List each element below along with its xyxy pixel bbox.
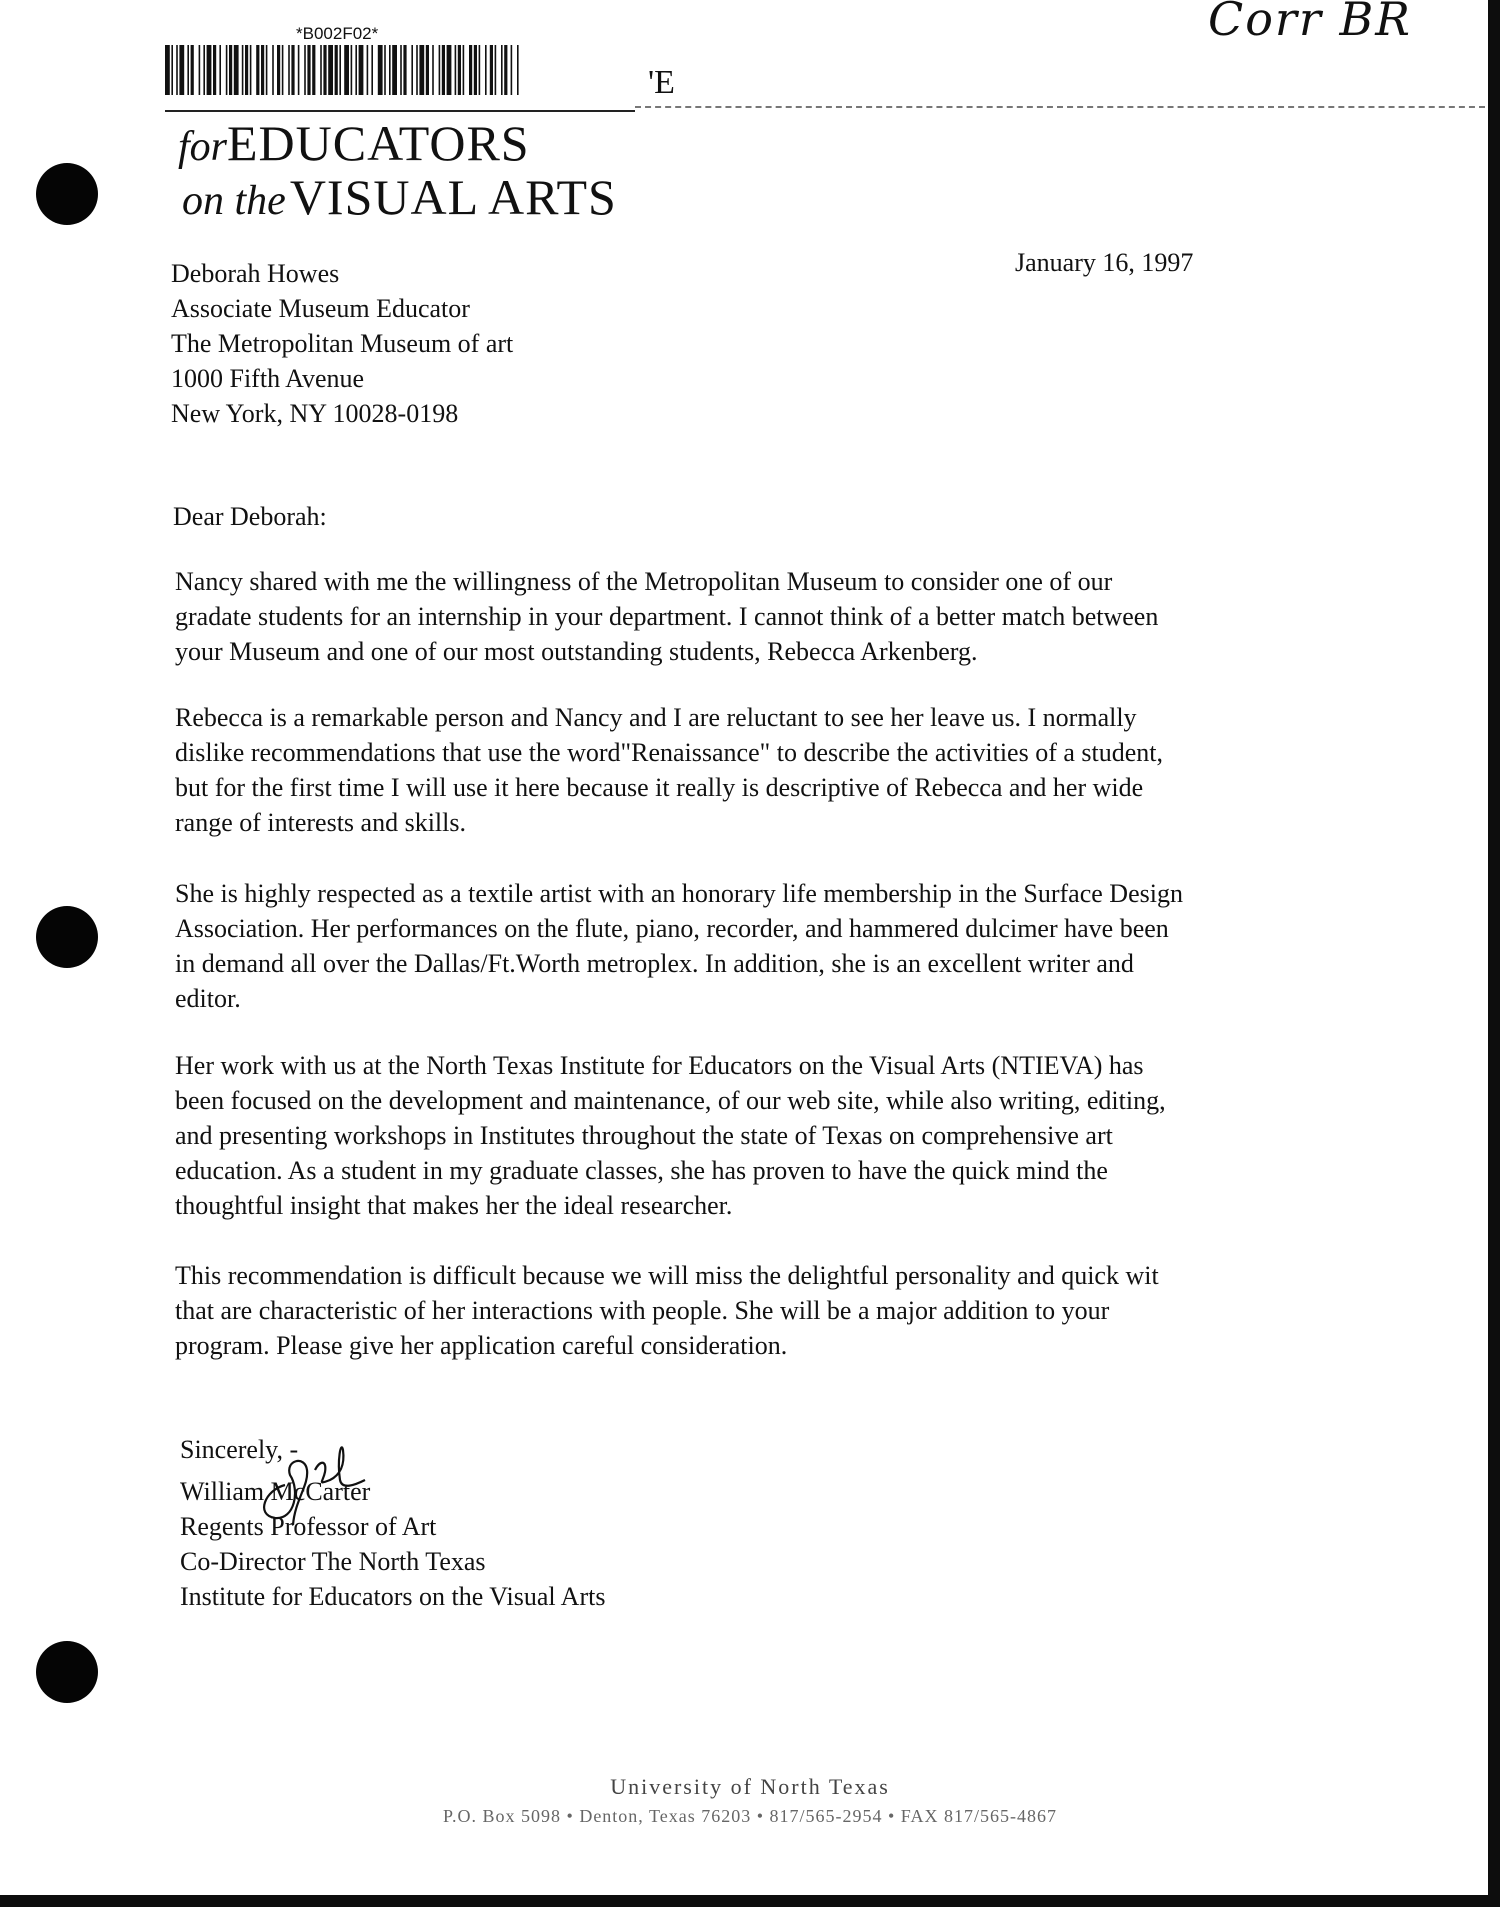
signer-title: Regents Professor of Art xyxy=(180,1512,437,1541)
signature-block xyxy=(180,1432,605,1614)
barcode-bar xyxy=(474,45,477,95)
letterhead-fragment: 'E xyxy=(648,64,675,101)
barcode-bar xyxy=(250,45,252,95)
barcode-bar xyxy=(479,45,481,95)
barcode xyxy=(165,45,520,95)
barcode-bar xyxy=(191,45,194,95)
text-line: dislike recommendations that use the word"Renaissance" to describe the activities of a student, xyxy=(175,738,1163,767)
barcode-bar xyxy=(359,45,364,95)
logo-prefix-for: for xyxy=(178,124,228,170)
signer-title: Institute for Educators on the Visual Arts xyxy=(180,1582,606,1611)
barcode-bar xyxy=(400,45,402,95)
closing: Sincerely, - xyxy=(180,1435,299,1464)
barcode-bar xyxy=(179,45,184,95)
text-line: in demand all over the Dallas/Ft.Worth metroplex. In addition, she is an excellent writer and xyxy=(175,949,1134,978)
barcode-bar xyxy=(351,45,353,95)
text-line: been focused on the development and maintenance, of our web site, while also writing, editing, xyxy=(175,1086,1166,1115)
footer-contact: P.O. Box 5098 • Denton, Texas 76203 • 817/565-2954 • FAX 817/565-4867 xyxy=(443,1806,1057,1826)
barcode-bar xyxy=(187,45,189,95)
barcode-bar xyxy=(426,45,429,95)
logo-prefix-on-the: on the xyxy=(182,178,286,224)
hole-punch-middle xyxy=(36,906,98,968)
barcode-bar xyxy=(416,45,418,95)
barcode-bar xyxy=(328,45,333,95)
barcode-bar xyxy=(485,45,487,95)
barcode-bar xyxy=(455,45,457,95)
barcode-bar xyxy=(320,45,322,95)
barcode-bar xyxy=(165,45,170,95)
barcode-bar xyxy=(447,45,452,95)
barcode-bar xyxy=(411,45,413,95)
text-line: range of interests and skills. xyxy=(175,808,466,837)
paragraph-4 xyxy=(175,1048,1320,1223)
hole-punch-top xyxy=(36,163,98,225)
address-line: Associate Museum Educator xyxy=(171,294,470,323)
text-line: This recommendation is difficult because we will miss the delightful personality and quick wit xyxy=(175,1261,1159,1290)
text-line: Rebecca is a remarkable person and Nancy and I are reluctant to see her leave us. I normally xyxy=(175,703,1137,732)
signer-name: William McCarter xyxy=(180,1477,371,1506)
text-line: and presenting workshops in Institutes throughout the state of Texas on comprehensive art xyxy=(175,1121,1113,1150)
barcode-bar xyxy=(504,45,507,95)
text-line: thoughtful insight that makes her the ideal researcher. xyxy=(175,1191,733,1220)
letterhead-logo-line2 xyxy=(182,169,617,225)
barcode-bar xyxy=(171,45,173,95)
text-line: Association. Her performances on the flute, piano, recorder, and hammered dulcimer have been xyxy=(175,914,1169,943)
barcode-bar xyxy=(312,45,315,95)
paragraph-5 xyxy=(175,1258,1320,1363)
barcode-bar xyxy=(442,45,445,95)
barcode-bar xyxy=(291,45,294,95)
barcode-bar xyxy=(355,45,357,95)
barcode-bar xyxy=(277,45,280,95)
closing-spacer xyxy=(180,1467,605,1474)
text-line: Her work with us at the North Texas Institute for Educators on the Visual Arts (NTIEVA) has xyxy=(175,1051,1144,1080)
address-line: 1000 Fifth Avenue xyxy=(171,364,365,393)
footer-institution: University of North Texas xyxy=(610,1774,890,1799)
text-line: education. As a student in my graduate classes, she has proven to have the quick mind the xyxy=(175,1156,1108,1185)
barcode-bar xyxy=(439,45,441,95)
page-edge-right xyxy=(1488,0,1500,1907)
barcode-bar xyxy=(261,45,264,95)
signer-title: Co-Director The North Texas xyxy=(180,1547,486,1576)
letterhead-logo-line1 xyxy=(178,115,530,171)
barcode-bar xyxy=(419,45,424,95)
barcode-bar xyxy=(517,45,519,95)
barcode-bar xyxy=(203,45,205,95)
barcode-label: *B002F02* xyxy=(296,24,379,43)
barcode-bar xyxy=(469,45,472,95)
paragraph-2 xyxy=(175,700,1320,840)
barcode-bar xyxy=(199,45,201,95)
barcode-bar xyxy=(282,45,284,95)
barcode-bar xyxy=(288,45,290,95)
text-line: your Museum and one of our most outstanding students, Rebecca Arkenberg. xyxy=(175,637,978,666)
paragraph-3 xyxy=(175,876,1320,1016)
barcode-bar xyxy=(463,45,465,95)
address-line: Deborah Howes xyxy=(171,259,340,288)
text-line: She is highly respected as a textile artist with an honorary life membership in the Surface Design xyxy=(175,879,1183,908)
barcode-bar xyxy=(229,45,232,95)
letter-date: January 16, 1997 xyxy=(1015,248,1194,277)
barcode-bar xyxy=(335,45,338,95)
letterhead-rule xyxy=(165,110,635,112)
barcode-bar xyxy=(339,45,341,95)
barcode-bar xyxy=(490,45,493,95)
text-line: program. Please give her application careful consideration. xyxy=(175,1331,788,1360)
barcode-bar xyxy=(344,45,349,95)
recipient-address xyxy=(171,256,513,431)
paragraph-1 xyxy=(175,564,1320,669)
barcode-bar xyxy=(234,45,239,95)
barcode-bar xyxy=(298,45,300,95)
text-line: but for the first time I will use it here because it really is descriptive of Rebecca and her wide xyxy=(175,773,1144,802)
barcode-bar xyxy=(384,45,386,95)
letterhead-dashed-rule xyxy=(635,106,1485,108)
barcode-bar xyxy=(511,45,513,95)
text-line: gradate students for an internship in your department. I cannot think of a better match between xyxy=(175,602,1159,631)
barcode-bar xyxy=(266,45,268,95)
barcode-bar xyxy=(176,45,178,95)
text-line: editor. xyxy=(175,984,241,1013)
address-line: New York, NY 10028-0198 xyxy=(171,399,459,428)
barcode-bar xyxy=(256,45,259,95)
hole-punch-bottom xyxy=(36,1641,98,1703)
barcode-bar xyxy=(367,45,369,95)
text-line: Nancy shared with me the willingness of the Metropolitan Museum to consider one of our xyxy=(175,567,1113,596)
barcode-bar xyxy=(403,45,406,95)
handwritten-signature xyxy=(245,1430,375,1530)
barcode-bar xyxy=(272,45,274,95)
barcode-bar xyxy=(323,45,326,95)
barcode-bar xyxy=(304,45,306,95)
address-line: The Metropolitan Museum of art xyxy=(171,329,514,358)
text-line: that are characteristic of her interactions with people. She will be a major addition to your xyxy=(175,1296,1110,1325)
logo-visual-arts: VISUAL ARTS xyxy=(289,169,617,225)
barcode-bar xyxy=(226,45,228,95)
barcode-bar xyxy=(242,45,244,95)
barcode-bar xyxy=(501,45,503,95)
handwritten-note: Corr BR xyxy=(1208,0,1412,46)
barcode-bar xyxy=(378,45,383,95)
barcode-bar xyxy=(213,45,216,95)
barcode-bar xyxy=(371,45,373,95)
barcode-bar xyxy=(432,45,434,95)
barcode-bar xyxy=(245,45,248,95)
barcode-bar xyxy=(207,45,212,95)
barcode-bar xyxy=(389,45,391,95)
barcode-bar xyxy=(495,45,497,95)
salutation: Dear Deborah: xyxy=(173,502,327,531)
logo-educators: EDUCATORS xyxy=(227,115,530,171)
barcode-bar xyxy=(219,45,221,95)
barcode-bar xyxy=(392,45,397,95)
barcode-bar xyxy=(458,45,461,95)
page-edge-bottom xyxy=(0,1895,1500,1907)
barcode-bar xyxy=(307,45,310,95)
